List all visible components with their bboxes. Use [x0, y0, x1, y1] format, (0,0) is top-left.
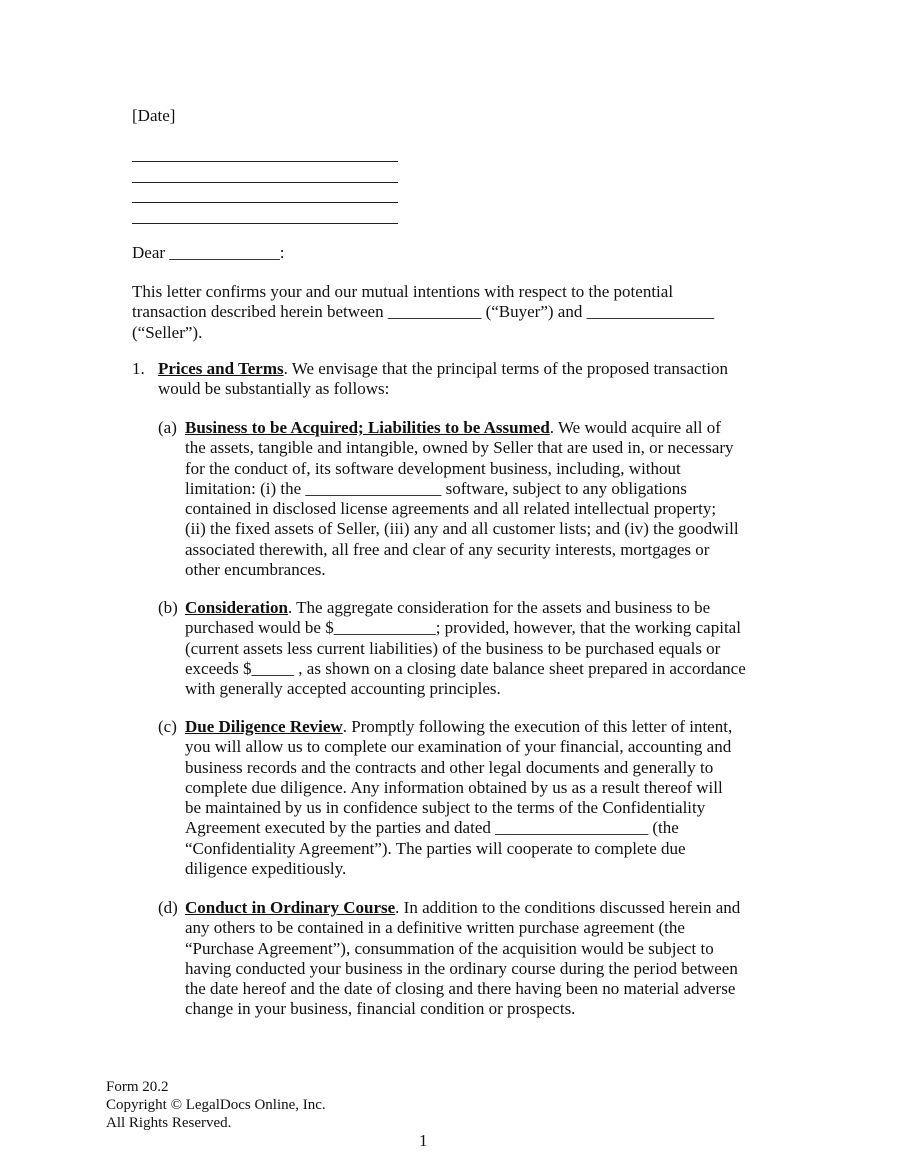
subsection-label: (a) — [158, 418, 177, 437]
page-number: 1 — [419, 1131, 428, 1150]
subsection-line: . In addition to the conditions discussed herein and — [395, 898, 741, 917]
subsection-label: (d) — [158, 898, 178, 917]
date-placeholder: [Date] — [132, 106, 176, 125]
subsection-heading: Business to be Acquired; Liabilities to be Assumed — [185, 418, 550, 437]
subsection-line: diligence expeditiously. — [185, 859, 347, 879]
subsection-heading: Consideration — [185, 598, 288, 617]
intro-line: (“Seller”). — [132, 322, 203, 342]
intro-paragraph — [132, 282, 762, 343]
footer — [106, 1078, 326, 1132]
subsection-line: complete due diligence. Any information obtained by us as a result thereof will — [185, 777, 723, 797]
subsection-line: the date hereof and the date of closing and there having been no material adverse — [185, 979, 736, 999]
address-line — [132, 161, 398, 162]
subsection-heading: Conduct in Ordinary Course — [185, 898, 396, 917]
subsection-line: change in your business, financial condition or prospects. — [185, 999, 576, 1019]
subsection-line: . Promptly following the execution of this letter of intent, — [342, 717, 733, 736]
subsection-line: you will allow us to complete our examination of your financial, accounting and — [185, 737, 732, 757]
address-line — [132, 182, 398, 183]
subsection-heading: Due Diligence Review — [185, 717, 343, 736]
section-number: 1. — [132, 359, 145, 378]
section-heading: Prices and Terms — [158, 359, 284, 378]
salutation: Dear _____________: — [132, 243, 285, 262]
section-line: would be substantially as follows: — [158, 379, 390, 399]
subsection-line: having conducted your business in the ordinary course during the period between — [185, 958, 738, 978]
section-line: . We envisage that the principal terms of the proposed transaction — [283, 359, 729, 378]
rights-notice: All Rights Reserved. — [106, 1115, 232, 1131]
subsection-line: contained in disclosed license agreements and all related intellectual property; — [185, 499, 717, 519]
subsection-c — [158, 717, 732, 879]
address-line — [132, 202, 398, 203]
subsection-line: purchased would be $____________; provided, however, that the working capital — [185, 618, 741, 638]
subsection-line: be maintained by us in confidence subject to the terms of the Confidentiality — [185, 798, 706, 818]
subsection-line: “Confidentiality Agreement”). The parties will cooperate to complete due — [185, 838, 686, 858]
subsection-line: with generally accepted accounting principles. — [185, 679, 501, 699]
subsection-a — [158, 418, 739, 580]
intro-line: This letter confirms your and our mutual intentions with respect to the potential — [132, 282, 674, 301]
subsection-d — [158, 898, 740, 1020]
form-number: Form 20.2 — [106, 1079, 169, 1095]
subsection-line: (current assets less current liabilities) of the business to be purchased equals or — [185, 638, 721, 658]
subsection-b — [158, 598, 746, 699]
subsection-line: the assets, tangible and intangible, owned by Seller that are used in, or necessary — [185, 438, 734, 458]
subsection-label: (c) — [158, 717, 177, 736]
copyright-notice: Copyright © LegalDocs Online, Inc. — [106, 1097, 326, 1113]
subsection-line: (ii) the fixed assets of Seller, (iii) any and all customer lists; and (iv) the goodwill — [185, 519, 739, 539]
subsection-line: associated therewith, all free and clear of any security interests, mortgages or — [185, 539, 710, 559]
subsection-line: exceeds $_____ , as shown on a closing date balance sheet prepared in accordance — [185, 658, 746, 678]
intro-line: transaction described herein between ___________ (“Buyer”) and _______________ — [132, 302, 715, 322]
subsection-line: business records and the contracts and other legal documents and generally to — [185, 757, 714, 777]
subsection-line: . The aggregate consideration for the assets and business to be — [287, 598, 711, 617]
subsection-line: “Purchase Agreement”), consummation of the acquisition would be subject to — [185, 938, 714, 958]
section-1 — [132, 359, 728, 400]
subsection-line: limitation: (i) the ________________ software, subject to any obligations — [185, 478, 687, 498]
address-line — [132, 223, 398, 224]
subsection-line: . We would acquire all of — [549, 418, 721, 437]
subsection-line: any others to be contained in a definitive written purchase agreement (the — [185, 918, 685, 938]
subsection-line: for the conduct of, its software development business, including, without — [185, 458, 681, 478]
subsection-line: Agreement executed by the parties and dated __________________ (the — [185, 818, 679, 838]
subsection-label: (b) — [158, 598, 178, 617]
subsection-line: other encumbrances. — [185, 560, 326, 580]
